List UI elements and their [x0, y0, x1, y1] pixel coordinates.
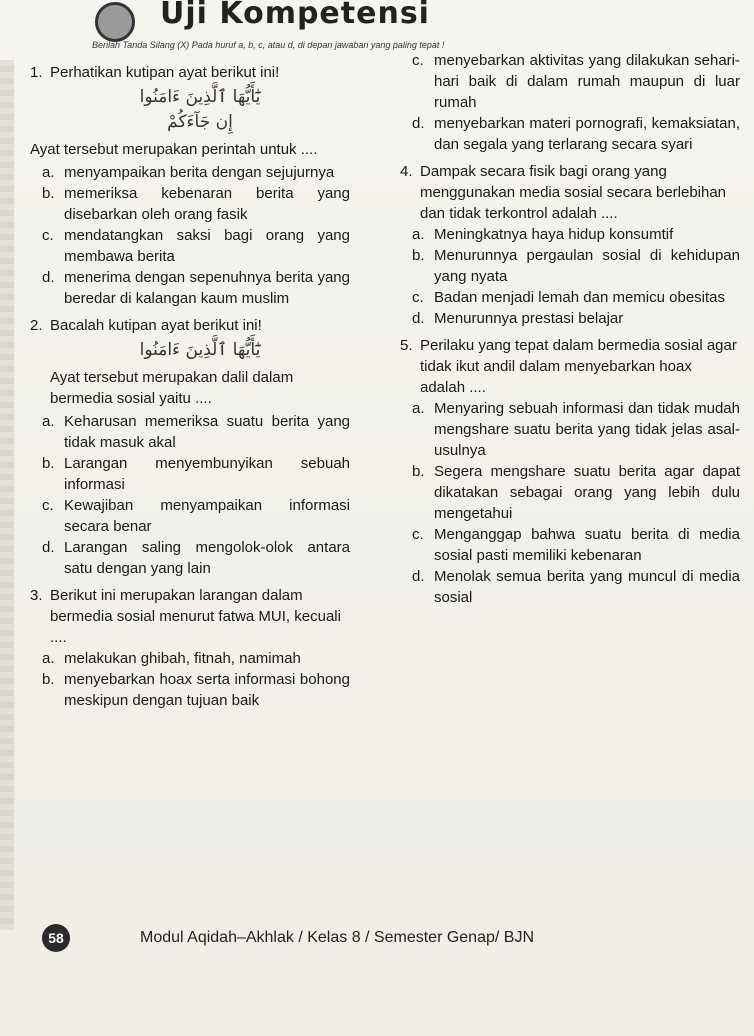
option-c[interactable]: c. mendatangkan saksi bagi orang yang membawa berita: [42, 227, 350, 265]
question-1: [30, 62, 350, 309]
question-4: [400, 161, 740, 329]
option-a[interactable]: a. melakukan ghibah, fitnah, namimah: [42, 650, 301, 667]
option-b[interactable]: b. Segera mengshare suatu berita agar dapat dikatakan sebagai orang yang lebih dulu mengetahui: [412, 463, 740, 522]
question-number: 3.: [30, 587, 43, 604]
question-number: 5.: [400, 337, 413, 354]
option-d[interactable]: d. Menurunnya prestasi belajar: [412, 310, 624, 327]
option-d[interactable]: d. menerima dengan sepenuhnya berita yang beredar di kalangan kaum muslim: [42, 269, 350, 307]
option-c[interactable]: c. Kewajiban menyampaikan informasi secara benar: [42, 497, 350, 535]
option-d[interactable]: d. menyebarkan materi pornografi, kemaksiatan, dan segala yang terlarang secara syari: [412, 115, 740, 153]
question-stem: Ayat tersebut merupakan perintah untuk ....: [30, 141, 318, 158]
option-d[interactable]: d. Larangan saling mengolok-olok antara satu dengan yang lain: [42, 539, 350, 577]
question-text: Bacalah kutipan ayat berikut ini!: [50, 317, 262, 334]
option-b[interactable]: b. menyebarkan hoax serta informasi bohong meskipun dengan tujuan baik: [42, 671, 350, 709]
page-number: 58: [42, 924, 70, 952]
question-stem: Ayat tersebut merupakan dalil dalam bermedia sosial yaitu ....: [50, 369, 294, 407]
option-a[interactable]: a. menyampaikan berita dengan sejujurnya: [42, 164, 335, 181]
option-d[interactable]: d. Menolak semua berita yang muncul di media sosial: [412, 568, 740, 606]
question-text: Berikut ini merupakan larangan dalam bermedia sosial menurut fatwa MUI, kecuali ....: [50, 587, 341, 646]
question-text: Perilaku yang tepat dalam bermedia sosial agar tidak ikut andil dalam menyebarkan hoax adalah ....: [420, 337, 737, 396]
arabic-verse: إِن جَآءَكُمْ: [167, 112, 233, 132]
option-b[interactable]: b. Menurunnya pergaulan sosial di kehidupan yang nyata: [412, 247, 740, 285]
arabic-verse: يَٰٓأَيُّهَا ٱلَّذِينَ ءَامَنُوا: [139, 340, 261, 360]
question-3: [30, 585, 350, 711]
option-a[interactable]: a. Meningkatnya haya hidup konsumtif: [412, 226, 674, 243]
option-b[interactable]: b. Larangan menyembunyikan sebuah informasi: [42, 455, 350, 493]
option-c[interactable]: c. menyebarkan aktivitas yang dilakukan sehari-hari baik di dalam rumah maupun di luar rumah: [412, 52, 740, 111]
option-a[interactable]: a. Menyaring sebuah informasi dan tidak mudah mengshare suatu berita yang tidak jelas asal-usulnya: [412, 400, 740, 459]
question-number: 2.: [30, 317, 43, 334]
question-text: Perhatikan kutipan ayat berikut ini!: [50, 64, 280, 81]
question-number: 4.: [400, 163, 413, 180]
instructions: Berilah Tanda Silang (X) Pada huruf a, b, c, atau d, di depan jawaban yang paling tepat !: [92, 40, 445, 50]
option-a[interactable]: a. Keharusan memeriksa suatu berita yang tidak masuk akal: [42, 413, 350, 451]
page-binding-edge: [0, 60, 14, 930]
question-5: [400, 335, 740, 608]
question-text: Dampak secara fisik bagi orang yang menggunakan media sosial secara berlebihan dan tidak terkontrol adalah ....: [420, 163, 727, 222]
left-column: [30, 62, 350, 717]
question-2: [30, 315, 350, 579]
arabic-verse: يَٰٓأَيُّهَا ٱلَّذِينَ ءَامَنُوا: [139, 87, 261, 107]
option-c[interactable]: c. Menganggap bahwa suatu berita di media sosial pasti memiliki kebenaran: [412, 526, 740, 564]
option-c[interactable]: c. Badan menjadi lemah dan memicu obesitas: [412, 289, 725, 306]
option-b[interactable]: b. memeriksa kebenaran berita yang disebarkan oleh orang fasik: [42, 185, 350, 223]
page-title: Uji Kompetensi: [160, 0, 430, 31]
logo-icon: [95, 2, 135, 42]
right-column: [400, 50, 740, 614]
footer-text: Modul Aqidah–Akhlak / Kelas 8 / Semester Genap/ BJN: [140, 929, 534, 946]
page-footer: [0, 924, 754, 956]
question-number: 1.: [30, 64, 43, 81]
